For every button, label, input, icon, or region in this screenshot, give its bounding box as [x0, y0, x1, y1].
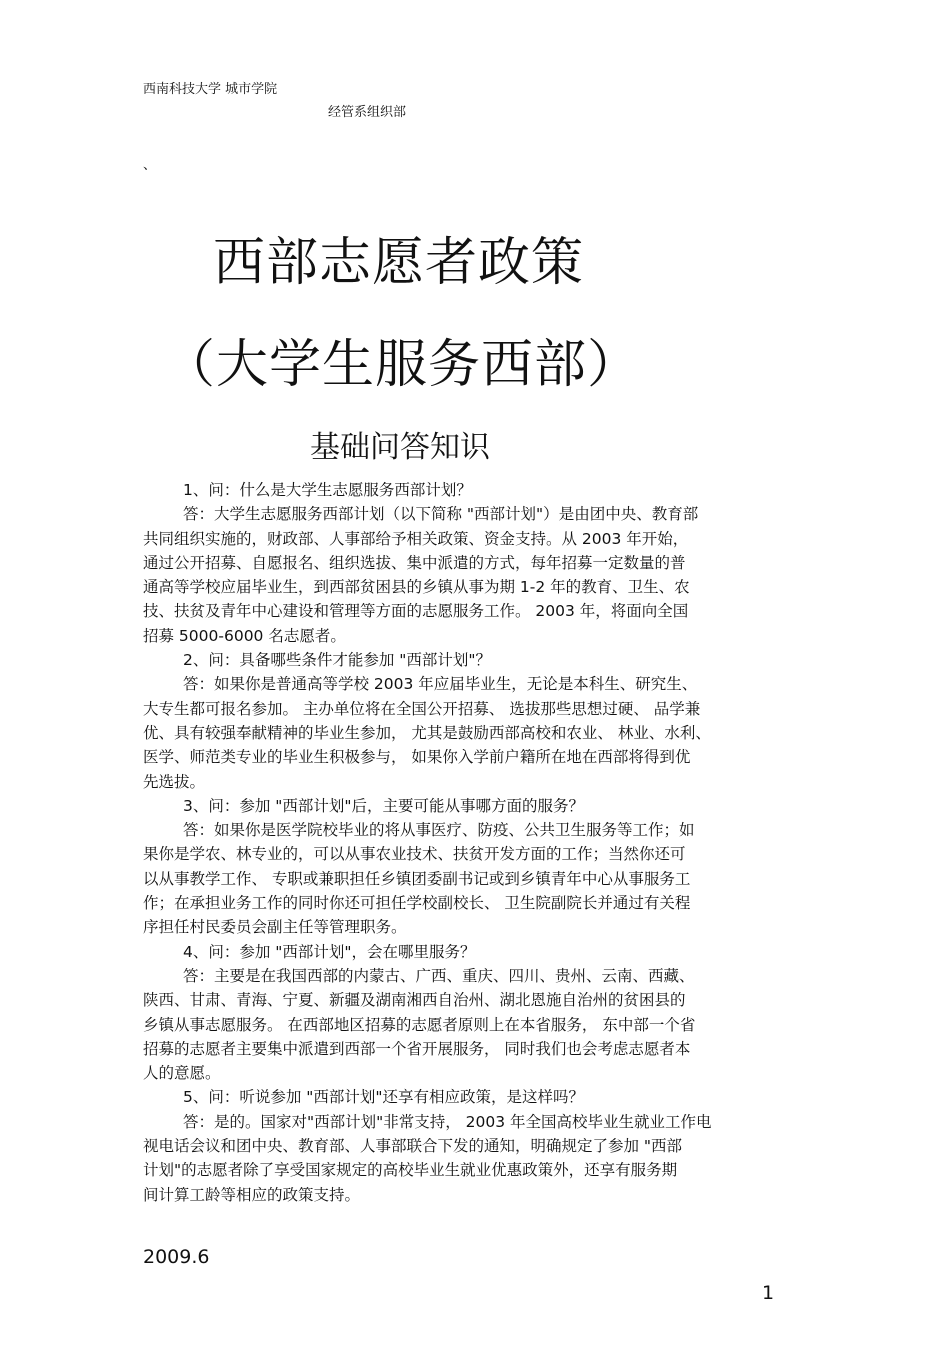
- answer-4-line: 陕西、甘肃、青海、宁夏、新疆及湖南湘西自治州、湖北恩施自治州的贫困县的: [143, 991, 686, 1010]
- answer-3-line: 作；在承担业务工作的同时你还可担任学校副校长、 卫生院副院长并通过有关程: [143, 894, 691, 913]
- title-line-1: 西部志愿者政策: [213, 233, 585, 293]
- answer-4-line: 乡镇从事志愿服务。 在西部地区招募的志愿者原则上在本省服务， 东中部一个省: [143, 1015, 696, 1034]
- answer-2-line: 医学、师范类专业的毕业生积极参与， 如果你入学前户籍所在地在西部将得到优: [143, 748, 691, 767]
- answer-3-line: 果你是学农、林专业的，可以从事农业技术、扶贫开发方面的工作；当然你还可: [143, 845, 686, 864]
- answer-1-line: 通高等学校应届毕业生，到西部贫困县的乡镇从事为期 1-2 年的教育、卫生、农: [143, 578, 690, 597]
- answer-4-line: 答：主要是在我国西部的内蒙古、广西、重庆、四川、贵州、云南、西藏、: [183, 966, 695, 985]
- question-2: 2、问：具备哪些条件才能参加 "西部计划"？: [183, 651, 492, 670]
- answer-2-line: 大专生都可报名参加。 主办单位将在全国公开招募、 选拔那些思想过硬、 品学兼: [143, 699, 701, 718]
- answer-5-line: 计划"的志愿者除了享受国家规定的高校毕业生就业优惠政策外，还享有服务期: [143, 1161, 678, 1180]
- title-line-2: （大学生服务西部）: [163, 335, 641, 395]
- header-mark: 、: [143, 158, 157, 173]
- answer-1-line: 技、扶贫及青年中心建设和管理等方面的志愿服务工作。 2003 年，将面向全国: [143, 602, 689, 621]
- question-5: 5、问：听说参加 "西部计划"还享有相应政策，是这样吗？: [183, 1088, 585, 1107]
- answer-3-line: 序担任村民委员会副主任等管理职务。: [143, 918, 407, 937]
- question-3: 3、问：参加 "西部计划"后，主要可能从事哪方面的服务？: [183, 796, 585, 815]
- header-department: 经管系组织部: [328, 105, 407, 120]
- answer-2-line: 答：如果你是普通高等学校 2003 年应届毕业生，无论是本科生、研究生、: [183, 675, 698, 694]
- subtitle: 基础问答知识: [310, 430, 490, 465]
- answer-3-line: 答：如果你是医学院校毕业的将从事医疗、防疫、公共卫生服务等工作；如: [183, 821, 695, 840]
- question-4: 4、问：参加 "西部计划"，会在哪里服务？: [183, 942, 476, 961]
- footer-date: 2009.6: [143, 1246, 210, 1268]
- answer-2-line: 先选拔。: [143, 772, 206, 791]
- answer-1-line: 招募 5000-6000 名志愿者。: [143, 626, 346, 645]
- answer-1-line: 答：大学生志愿服务西部计划（以下简称 "西部计划"）是由团中央、教育部: [183, 505, 699, 524]
- answer-5-line: 间计算工龄等相应的政策支持。: [143, 1185, 361, 1204]
- qa-body: [143, 478, 813, 1207]
- answer-1-line: 共同组织实施的，财政部、人事部给予相关政策、资金支持。从 2003 年开始，: [143, 529, 689, 548]
- page-number: 1: [762, 1282, 775, 1304]
- answer-5-line: 答：是的。国家对"西部计划"非常支持， 2003 年全国高校毕业生就业工作电: [183, 1112, 712, 1131]
- answer-2-line: 优、具有较强奉献精神的毕业生参加， 尤其是鼓励西部高校和农业、 林业、水利、: [143, 723, 711, 742]
- answer-1-line: 通过公开招募、自愿报名、组织选拔、集中派遣的方式，每年招募一定数量的普: [143, 553, 686, 572]
- answer-3-line: 以从事教学工作、 专职或兼职担任乡镇团委副书记或到乡镇青年中心从事服务工: [143, 869, 691, 888]
- answer-4-line: 人的意愿。: [143, 1064, 221, 1083]
- header-school: 西南科技大学 城市学院: [143, 82, 278, 97]
- answer-5-line: 视电话会议和团中央、教育部、人事部联合下发的通知，明确规定了参加 "西部: [143, 1137, 683, 1156]
- question-1: 1、问：什么是大学生志愿服务西部计划？: [183, 481, 472, 499]
- answer-4-line: 招募的志愿者主要集中派遣到西部一个省开展服务， 同时我们也会考虑志愿者本: [143, 1039, 691, 1058]
